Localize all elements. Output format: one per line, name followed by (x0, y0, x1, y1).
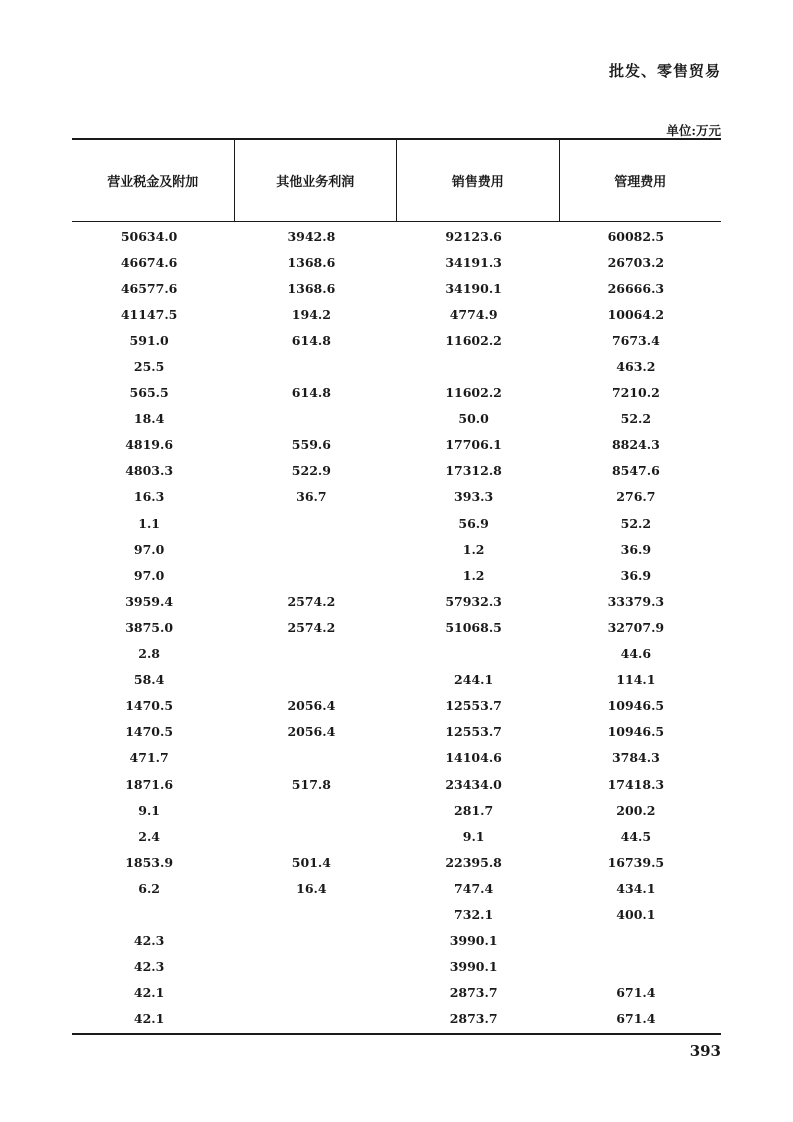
table-cell: 6.2 (138, 880, 160, 896)
table-cell: 400.1 (616, 906, 656, 922)
table-row (72, 875, 721, 901)
table-row (72, 353, 721, 379)
table-cell: 36.7 (296, 489, 327, 505)
table-cell: 671.4 (616, 1011, 656, 1027)
table-cell: 434.1 (616, 880, 656, 896)
table-body (72, 223, 721, 1032)
table-row (72, 745, 721, 771)
table-cell: 1368.6 (287, 254, 336, 270)
table-cell: 58.4 (133, 672, 165, 688)
table-row (72, 249, 721, 275)
table-cell: 14104.6 (445, 750, 502, 766)
table-cell: 56.9 (458, 515, 489, 531)
table-header (72, 140, 721, 221)
table-row (72, 667, 721, 693)
table-row (72, 849, 721, 875)
table-cell: 10946.5 (607, 698, 665, 714)
table-cell: 671.4 (616, 985, 656, 1001)
table-cell: 16.4 (296, 880, 327, 896)
table-cell: 747.4 (454, 880, 494, 896)
table-cell: 244.1 (454, 672, 494, 688)
table-cell: 11602.2 (445, 332, 502, 348)
column-header-business-tax: 营业税金及附加 (107, 175, 199, 190)
table-row (72, 901, 721, 927)
table-cell: 281.7 (454, 802, 494, 818)
table-cell: 52.2 (620, 515, 652, 531)
table-cell: 42.1 (133, 985, 165, 1001)
table-row (72, 406, 721, 432)
table-cell: 565.5 (129, 385, 169, 401)
table-cell: 52.2 (620, 411, 652, 427)
table-row (72, 693, 721, 719)
table-cell: 3942.8 (287, 228, 336, 244)
table-cell: 92123.6 (445, 228, 502, 244)
table-row (72, 562, 721, 588)
table-row (72, 823, 721, 849)
table-row (72, 797, 721, 823)
table-bottom-rule (72, 1033, 721, 1035)
table-cell: 614.8 (291, 332, 331, 348)
table-cell: 4819.6 (125, 437, 174, 453)
table-cell: 12553.7 (445, 724, 502, 740)
table-cell: 22395.8 (445, 854, 502, 870)
table-cell: 10064.2 (607, 306, 665, 322)
table-cell: 559.6 (291, 437, 331, 453)
column-header-management-expenses: 管理费用 (559, 140, 722, 221)
table-row (72, 510, 721, 536)
table-cell: 732.1 (454, 906, 494, 922)
table-cell: 2873.7 (449, 985, 498, 1001)
table-cell: 36.9 (620, 567, 652, 583)
table-cell: 25.5 (133, 359, 165, 375)
table-cell: 16739.5 (607, 854, 665, 870)
table-cell: 522.9 (291, 463, 331, 479)
table-cell: 2.8 (138, 646, 160, 662)
table-cell: 3990.1 (449, 933, 498, 949)
section-title: 批发、零售贸易 (608, 62, 721, 80)
table-cell: 3875.0 (125, 619, 174, 635)
table-cell: 46577.6 (120, 280, 178, 296)
table-cell: 2574.2 (287, 593, 336, 609)
table-row (72, 223, 721, 249)
table-cell: 17706.1 (445, 437, 502, 453)
table-cell: 16.3 (133, 489, 165, 505)
table-row (72, 1006, 721, 1032)
table-cell: 2056.4 (287, 698, 336, 714)
table-cell: 44.6 (620, 646, 652, 662)
table-cell: 51068.5 (445, 619, 502, 635)
table-cell: 34191.3 (445, 254, 502, 270)
table-cell: 23434.0 (445, 776, 502, 792)
table-cell: 42.3 (133, 959, 165, 975)
table-cell: 9.1 (138, 802, 160, 818)
table-row (72, 641, 721, 667)
table-row (72, 980, 721, 1006)
table-cell: 32707.9 (607, 619, 665, 635)
table-cell: 517.8 (291, 776, 331, 792)
table-cell: 2574.2 (287, 619, 336, 635)
table-cell: 4803.3 (125, 463, 174, 479)
table-cell: 591.0 (129, 332, 169, 348)
table-row (72, 614, 721, 640)
table-cell: 12553.7 (445, 698, 502, 714)
table-cell: 3990.1 (449, 959, 498, 975)
column-header-selling-expenses: 销售费用 (396, 140, 559, 221)
table-cell: 42.1 (133, 1011, 165, 1027)
table-row (72, 536, 721, 562)
table-cell: 41147.5 (120, 306, 178, 322)
table-cell: 1368.6 (287, 280, 336, 296)
table-row (72, 484, 721, 510)
table-row (72, 928, 721, 954)
table-cell: 33379.3 (607, 593, 665, 609)
table-cell: 3784.3 (611, 750, 660, 766)
table-cell: 1470.5 (125, 698, 174, 714)
table-cell: 1470.5 (125, 724, 174, 740)
table-cell: 11602.2 (445, 385, 502, 401)
table-cell: 200.2 (616, 802, 656, 818)
table-cell: 194.2 (291, 306, 331, 322)
table-cell: 471.7 (129, 750, 169, 766)
table-cell: 4774.9 (449, 306, 498, 322)
table-cell: 10946.5 (607, 724, 665, 740)
table-cell: 1.2 (462, 541, 485, 557)
unit-label: 单位:万元 (666, 123, 721, 138)
table-cell: 7210.2 (611, 385, 660, 401)
table-cell: 46674.6 (120, 254, 178, 270)
table-cell: 276.7 (616, 489, 656, 505)
table-cell: 501.4 (291, 854, 331, 870)
table-cell: 60082.5 (607, 228, 665, 244)
table-row (72, 588, 721, 614)
column-header-other-business-profit: 其他业务利润 (234, 140, 397, 221)
table-cell: 2873.7 (449, 1011, 498, 1027)
table-cell: 8824.3 (611, 437, 660, 453)
table-cell: 393.3 (454, 489, 494, 505)
table-row (72, 458, 721, 484)
table-cell: 1.2 (462, 567, 485, 583)
table-cell: 1871.6 (125, 776, 174, 792)
table-cell: 8547.6 (611, 463, 660, 479)
table-row (72, 954, 721, 980)
table-cell: 97.0 (133, 541, 165, 557)
table-cell: 17418.3 (607, 776, 665, 792)
table-row (72, 771, 721, 797)
table-cell: 1.1 (138, 515, 160, 531)
table-cell: 34190.1 (445, 280, 502, 296)
table-cell: 36.9 (620, 541, 652, 557)
table-cell: 114.1 (616, 672, 656, 688)
table-cell: 26666.3 (607, 280, 665, 296)
table-cell: 2.4 (138, 828, 160, 844)
table-row (72, 327, 721, 353)
table-cell: 7673.4 (611, 332, 660, 348)
table-cell: 57932.3 (445, 593, 502, 609)
table-row (72, 380, 721, 406)
table-cell: 3959.4 (125, 593, 174, 609)
table-cell: 614.8 (291, 385, 331, 401)
table-row (72, 432, 721, 458)
table-cell: 26703.2 (607, 254, 665, 270)
table-row (72, 275, 721, 301)
table-cell: 463.2 (616, 359, 656, 375)
table-row (72, 301, 721, 327)
table-cell: 44.5 (620, 828, 652, 844)
table-cell: 17312.8 (445, 463, 502, 479)
table-cell: 50634.0 (120, 228, 178, 244)
table-cell: 1853.9 (125, 854, 174, 870)
page-number: 393 (689, 1042, 721, 1060)
table-cell: 2056.4 (287, 724, 336, 740)
table-cell: 18.4 (133, 411, 165, 427)
table-cell: 9.1 (462, 828, 485, 844)
table-cell: 50.0 (458, 411, 489, 427)
table-cell: 97.0 (133, 567, 165, 583)
table-cell: 42.3 (133, 933, 165, 949)
table-header-rule (72, 221, 721, 222)
table-row (72, 719, 721, 745)
